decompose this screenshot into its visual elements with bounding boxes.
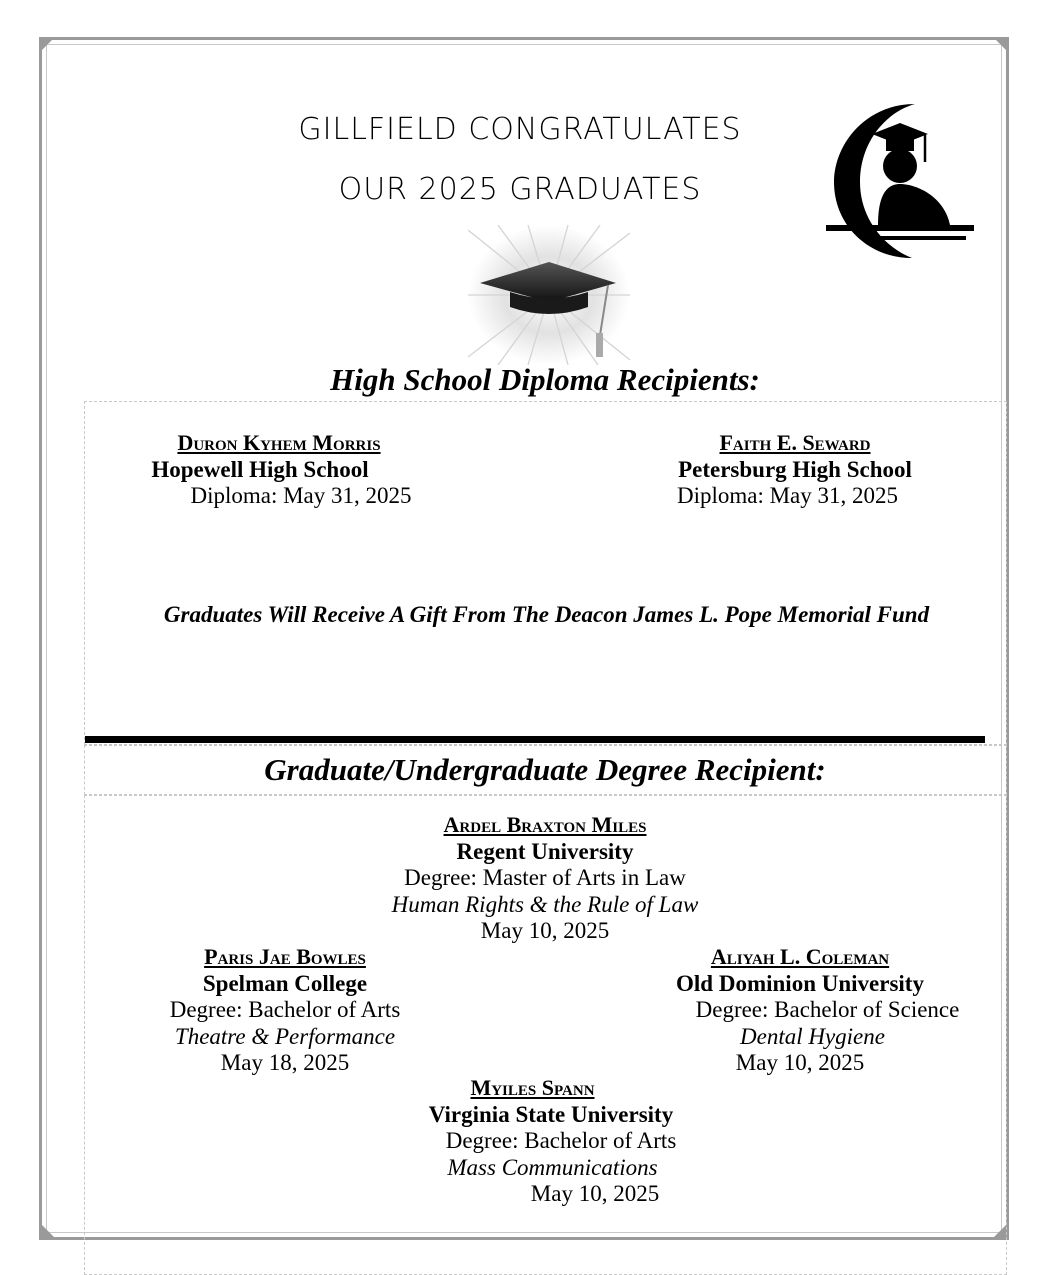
recipient-school: Virginia State University — [428, 1101, 674, 1127]
corner-ornament-icon — [40, 38, 54, 52]
gift-note: Graduates Will Receive A Gift From The Deacon James L. Pope Memorial Fund — [163, 602, 930, 627]
corner-ornament-icon — [994, 38, 1008, 52]
degree-title: Graduate/Undergraduate Degree Recipient: — [264, 752, 826, 787]
recipient-degree: Degree: Master of Arts in Law — [404, 865, 686, 890]
recipient-school: Hopewell High School — [151, 456, 369, 482]
recipient-diploma-date: Diploma: May 31, 2025 — [676, 483, 899, 508]
recipient-name: Paris Jae Bowles — [204, 944, 366, 969]
high-school-recipient-2 — [610, 430, 980, 510]
degree-recipient-3 — [600, 944, 1000, 1077]
graduation-cap-icon — [468, 225, 630, 365]
recipient-name: Duron Kyhem Morris — [177, 430, 381, 455]
degree-recipient-4 — [390, 1075, 760, 1208]
recipient-degree: Degree: Bachelor of Arts — [445, 1128, 677, 1153]
recipient-major: Theatre & Performance — [174, 1023, 396, 1049]
graduate-silhouette-icon — [820, 100, 978, 262]
high-school-title: High School Diploma Recipients: — [330, 362, 760, 397]
recipient-school: Regent University — [456, 838, 634, 864]
recipient-name: Ardel Braxton Miles — [443, 812, 647, 837]
recipient-school: Spelman College — [202, 970, 368, 996]
section-divider — [85, 736, 985, 743]
recipient-date: May 10, 2025 — [480, 918, 610, 943]
header-line-1: GILLFIELD CONGRATULATES — [298, 112, 742, 147]
recipient-major: Mass Communications — [447, 1154, 658, 1180]
recipient-date: May 10, 2025 — [735, 1050, 865, 1075]
recipient-major: Human Rights & the Rule of Law — [391, 891, 699, 917]
recipient-diploma-date: Diploma: May 31, 2025 — [190, 483, 412, 508]
degree-recipient-2 — [110, 944, 460, 1077]
recipient-name: Faith E. Seward — [719, 430, 871, 455]
degree-recipient-1 — [345, 812, 745, 945]
recipient-date: May 10, 2025 — [530, 1181, 660, 1206]
corner-ornament-icon — [40, 1223, 54, 1237]
recipient-major: Dental Hygiene — [740, 1023, 885, 1049]
recipient-name: Aliyah L. Coleman — [710, 944, 890, 969]
recipient-degree: Degree: Bachelor of Science — [695, 997, 960, 1022]
recipient-school: Petersburg High School — [678, 456, 912, 482]
recipient-name: Myiles Spann — [470, 1075, 595, 1100]
recipient-degree: Degree: Bachelor of Arts — [169, 997, 401, 1022]
header-line-2: OUR 2025 GRADUATES — [338, 172, 702, 207]
recipient-school: Old Dominion University — [676, 970, 924, 996]
recipient-date: May 18, 2025 — [220, 1050, 350, 1075]
high-school-recipient-1 — [110, 430, 470, 510]
